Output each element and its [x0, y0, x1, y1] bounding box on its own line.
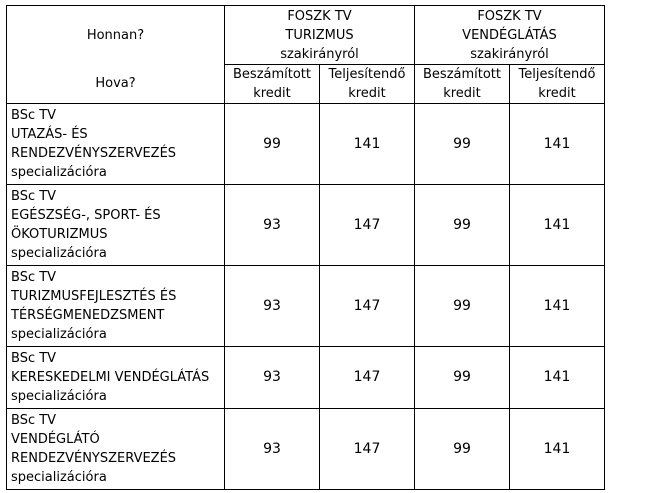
group-header-vendeglatas [415, 6, 605, 65]
credit-cell: 147 [320, 266, 415, 347]
row-header-line: TÉRSÉGMENEDZSMENT [11, 308, 165, 323]
row-header-line: BSc TV [11, 270, 57, 285]
row-header [7, 266, 225, 347]
credit-cell: 147 [320, 409, 415, 490]
credit-cell: 93 [225, 409, 320, 490]
subcol-line2: kredit [443, 86, 481, 101]
from-label-text: Honnan? [86, 27, 145, 43]
subcol-header [320, 65, 415, 104]
row-header-line: specializációra [11, 389, 107, 404]
credit-cell: 93 [225, 185, 320, 266]
table-row [7, 266, 605, 347]
group-header-turizmus [225, 6, 415, 65]
table-row [7, 104, 605, 185]
credit-transfer-table [6, 5, 605, 490]
row-header [7, 185, 225, 266]
row-header-line: EGÉSZSÉG-, SPORT- ÉS [11, 208, 161, 223]
header-row-subcols [7, 65, 605, 104]
credit-cell: 99 [415, 185, 510, 266]
row-header-line: specializációra [11, 470, 107, 485]
credit-cell: 141 [510, 104, 605, 185]
table-row [7, 185, 605, 266]
table-row [7, 347, 605, 409]
group-line3: szakirányról [470, 46, 549, 62]
row-header-line: UTAZÁS- ÉS [11, 127, 88, 142]
subcol-line2: kredit [253, 86, 291, 101]
to-label-text: Hova? [95, 76, 136, 92]
subcol-line1: Teljesítendő [518, 67, 596, 82]
credit-cell: 141 [510, 409, 605, 490]
row-header-line: BSc TV [11, 189, 57, 204]
row-header-line: ÖKOTURIZMUS [11, 227, 108, 242]
subcol-header [225, 65, 320, 104]
subcol-header [510, 65, 605, 104]
row-header [7, 104, 225, 185]
credit-cell: 141 [320, 104, 415, 185]
credit-cell: 93 [225, 266, 320, 347]
group-line2: VENDÉGLÁTÁS [462, 27, 557, 43]
credit-cell: 99 [415, 409, 510, 490]
subcol-header [415, 65, 510, 104]
credit-cell: 141 [510, 185, 605, 266]
group-line1: FOSZK TV [287, 8, 352, 24]
from-label [7, 6, 225, 65]
credit-cell: 147 [320, 185, 415, 266]
group-line2: TURIZMUS [285, 27, 354, 43]
row-header [7, 409, 225, 490]
subcol-line2: kredit [348, 86, 386, 101]
row-header [7, 347, 225, 409]
credit-cell: 141 [510, 266, 605, 347]
table-row [7, 409, 605, 490]
credit-cell: 99 [225, 104, 320, 185]
credit-cell: 93 [225, 347, 320, 409]
subcol-line1: Teljesítendő [328, 67, 406, 82]
credit-cell: 147 [320, 347, 415, 409]
group-line3: szakirányról [280, 46, 359, 62]
credit-cell: 99 [415, 266, 510, 347]
subcol-line2: kredit [538, 86, 576, 101]
credit-cell: 99 [415, 104, 510, 185]
row-header-line: BSc TV [11, 108, 57, 123]
credit-cell: 99 [415, 347, 510, 409]
row-header-line: TURIZMUSFEJLESZTÉS ÉS [11, 289, 177, 304]
subcol-line1: Beszámított [233, 67, 311, 82]
row-header-line: BSc TV [11, 351, 57, 366]
header-row-groups [7, 6, 605, 65]
group-line1: FOSZK TV [477, 8, 542, 24]
row-header-line: RENDEZVÉNYSZERVEZÉS [11, 146, 177, 161]
row-header-line: BSc TV [11, 413, 57, 428]
credit-table-container [6, 5, 605, 490]
row-header-line: specializációra [11, 327, 107, 342]
row-header-line: RENDEZVÉNYSZERVEZÉS [11, 451, 177, 466]
credit-cell: 141 [510, 347, 605, 409]
row-header-line: specializációra [11, 165, 107, 180]
row-header-line: specializációra [11, 246, 107, 261]
row-header-line: VENDÉGLÁTÓ [11, 432, 100, 447]
subcol-line1: Beszámított [423, 67, 501, 82]
to-label [7, 65, 225, 104]
row-header-line: KERESKEDELMI VENDÉGLÁTÁS [11, 370, 210, 385]
